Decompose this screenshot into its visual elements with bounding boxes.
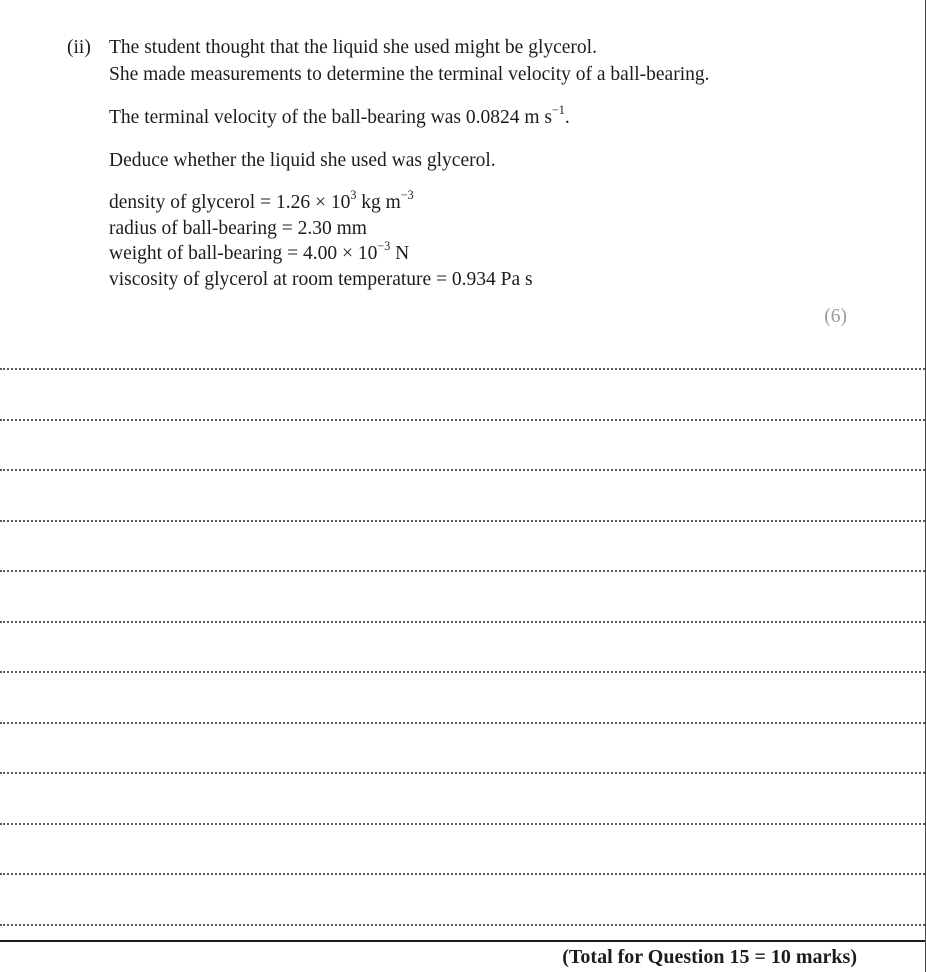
answer-line — [0, 875, 925, 926]
question-intro-line-1: The student thought that the liquid she used might be glycerol. — [109, 37, 597, 58]
terminal-velocity-line: The terminal velocity of the ball-bearing was 0.0824 m $s^{-1}$. — [109, 103, 570, 128]
answer-line — [0, 522, 925, 573]
question-part-label: (ii) — [67, 37, 91, 58]
question-block — [0, 0, 925, 328]
spacer — [109, 88, 847, 104]
deduce-instruction-line: Deduce whether the liquid she used was glycerol. — [109, 150, 496, 171]
answer-line — [0, 471, 925, 522]
answer-line — [0, 572, 925, 623]
answer-line — [0, 825, 925, 876]
answer-line — [0, 673, 925, 724]
answer-lines — [0, 340, 925, 926]
answer-line — [0, 421, 925, 472]
total-bar — [0, 940, 925, 972]
answer-line — [0, 774, 925, 825]
answer-line — [0, 370, 925, 421]
data-line-radius: radius of ball-bearing = 2.30 mm — [109, 217, 367, 239]
data-line-density: density of glycerol = $1.26 \times 10^3$ kg $m^{-3}$ — [109, 188, 414, 213]
spacer — [109, 131, 847, 147]
question-intro-line-2: She made measurements to determine the terminal velocity of a ball-bearing. — [109, 64, 710, 85]
data-line-weight: weight of ball-bearing = $4.00 \times 10^{-3}$ N — [109, 239, 410, 264]
data-line-viscosity: viscosity of glycerol at room temperature = 0.934 Pa s — [109, 268, 533, 290]
answer-line — [0, 340, 925, 370]
total-marks-text: (Total for Question 15 = 10 marks) — [562, 945, 857, 968]
marks-badge: (6) — [824, 306, 847, 327]
spacer — [109, 174, 847, 190]
answer-line — [0, 623, 925, 674]
answer-line — [0, 724, 925, 775]
